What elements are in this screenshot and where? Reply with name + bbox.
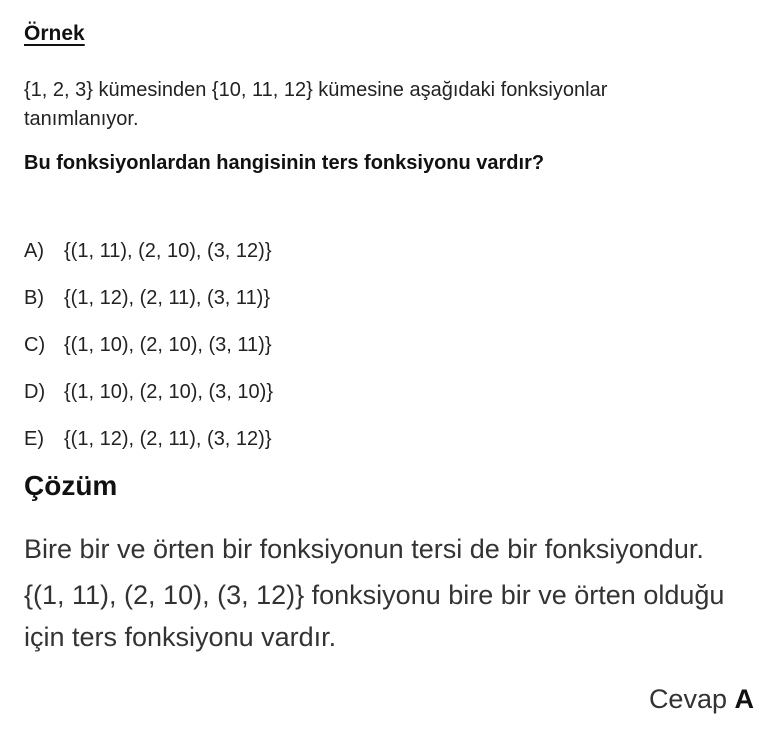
- solution-title: Çözüm: [24, 470, 118, 501]
- option-text: {(1, 12), (2, 11), (3, 11)}: [64, 287, 271, 309]
- solution-paragraph-1: Bire bir ve örten bir fonksiyonun tersi de bir fonksiyondur.: [24, 534, 704, 564]
- option-text: {(1, 10), (2, 10), (3, 11)}: [64, 334, 272, 356]
- option-d: [24, 369, 624, 416]
- answer-line: [649, 684, 754, 715]
- option-text: {(1, 11), (2, 10), (3, 12)}: [64, 240, 272, 262]
- option-letter: E): [24, 428, 44, 450]
- option-letter: B): [24, 287, 44, 309]
- option-a: [24, 228, 624, 275]
- answer-label: Cevap: [648, 684, 727, 714]
- option-letter: D): [24, 381, 46, 403]
- example-question: Bu fonksiyonlardan hangisinin ters fonksiyonu vardır?: [24, 152, 545, 174]
- option-b: [24, 275, 624, 322]
- option-letter: C): [24, 334, 46, 356]
- option-e: [24, 416, 624, 463]
- option-text: {(1, 10), (2, 10), (3, 10)}: [64, 381, 273, 403]
- answer-letter: A: [734, 684, 754, 714]
- example-intro: {1, 2, 3} kümesinden {10, 11, 12} kümesine aşağıdaki fonksiyonlar tanımlanıyor.: [24, 79, 608, 130]
- example-heading: Örnek: [24, 22, 85, 45]
- option-text: {(1, 12), (2, 11), (3, 12)}: [64, 428, 272, 450]
- answer-options: [24, 228, 624, 463]
- solution-body: [24, 528, 754, 662]
- solution-paragraph-2: {(1, 11), (2, 10), (3, 12)} fonksiyonu bire bir ve örten olduğu için ters fonksiyonu vardır.: [24, 580, 725, 652]
- option-c: [24, 322, 624, 369]
- option-letter: A): [24, 240, 44, 262]
